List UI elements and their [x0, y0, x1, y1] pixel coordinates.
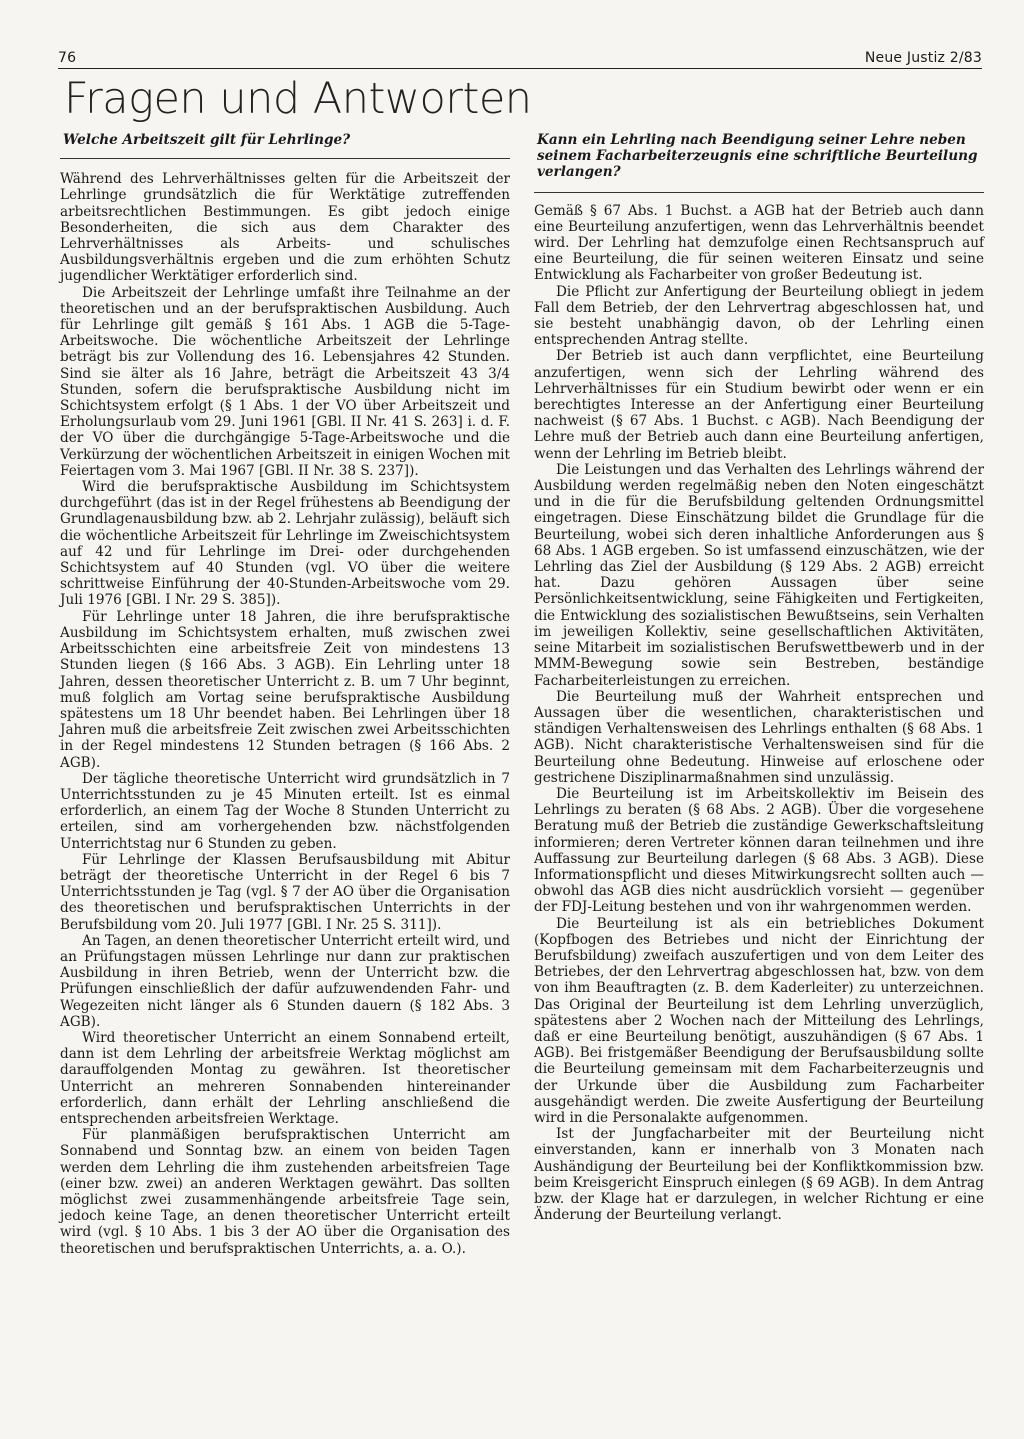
question-rule-right: [534, 192, 984, 193]
paragraph: Die Arbeitszeit der Lehrlinge umfaßt ihre Teilnahme an der theoretischen und an der berufspraktischen Ausbildung. Auch für Lehrlinge gilt gemäß § 161 Abs. 1 AGB die 5-Tage-Arbeitswoche. Die wöchentliche Arbeitszeit der Lehrlinge beträgt bis zur Vollendung des 16. Lebensjahres 42 Stunden. Sind sie älter als 16 Jahre, beträgt die Arbeitszeit 43 3/4 Stunden, sofern die berufspraktische Ausbildung nicht im Schichtsystem erfolgt (§ 1 Abs. 1 der VO über Arbeitszeit und Erholungsurlaub vom 29. Juni 1961 [GBl. II Nr. 41 S. 263] i. d. F. der VO über die durchgängige 5-Tage-Arbeitswoche und die Verkürzung der wöchentlichen Arbeitszeit in einigen Wochen mit Feiertagen vom 3. Mai 1967 [GBl. II Nr. 38 S. 237]).: [60, 284, 510, 479]
paragraph: Für planmäßigen berufspraktischen Unterricht am Sonnabend und Sonntag bzw. an einem von beiden Tagen werden dem Lehrling die ihm zustehenden arbeitsfreien Tage (einer bzw. zwei) an anderen Werktagen gewährt. Das sollten möglichst zwei zusammenhängende arbeitsfreie Tage sein, jedoch keine Tage, an denen theoretischer Unterricht erteilt wird (vgl. § 10 Abs. 1 bis 3 der AO über die Organisation des theoretischen und berufspraktischen Unterrichts, a. a. O.).: [60, 1127, 510, 1257]
journal-issue: Neue Justiz 2/83: [864, 50, 982, 66]
paragraph: Für Lehrlinge unter 18 Jahren, die ihre berufspraktische Ausbildung im Schichtsystem erhalten, muß zwischen zwei Arbeitsschichten eine arbeitsfreie Zeit von mindestens 13 Stunden liegen (§ 166 Abs. 3 AGB). Ein Lehrling unter 18 Jahren, dessen theoretischer Unterricht z. B. um 7 Uhr beginnt, muß folglich am Vortag seine berufspraktische Ausbildung spätestens um 18 Uhr beendet haben. Bei Lehrlingen über 18 Jahren muß die arbeitsfreie Zeit zwischen zwei Arbeitsschichten in der Regel mindestens 12 Stunden betragen (§ 166 Abs. 2 AGB).: [60, 608, 510, 771]
paragraph: An Tagen, an denen theoretischer Unterricht erteilt wird, und an Prüfungstagen müssen Lehrlinge nur dann zur praktischen Ausbildung in ihren Betrieb, wenn der Unterricht bzw. die Prüfungen einschließlich der dafür aufzuwendenden Fahr- und Wegezeiten nicht länger als 6 Stunden dauern (§ 182 Abs. 3 AGB).: [60, 932, 510, 1030]
paragraph: Der Betrieb ist auch dann verpflichtet, eine Beurteilung anzufertigen, wenn sich der Lehrling während des Lehrverhältnisses für ein Studium bewirbt oder wenn er ein berechtigtes Interesse an der Anfertigung einer Beurteilung nachweist (§ 67 Abs. 1 Buchst. c AGB). Nach Beendigung der Lehre muß der Betrieb auch dann eine Beurteilung anfertigen, wenn der Lehrling im Betrieb bleibt.: [534, 348, 984, 462]
paragraph: Die Beurteilung ist als ein betriebliches Dokument (Kopfbogen des Betriebes und nicht der Einrichtung der Berufsbildung) zweifach auszufertigen und von dem Leiter des Betriebes, der den Lehrvertrag abgeschlossen hat, bzw. von dem von ihm Beauftragten (z. B. dem Kaderleiter) zu unterzeichnen. Das Original der Beurteilung ist dem Lehrling unverzüglich, spätestens aber 2 Wochen nach der Mitteilung des Lehrlings, daß er eine Beurteilung benötigt, auszuhändigen (§ 67 Abs. 1 AGB). Bei fristgemäßer Beendigung der Berufsausbildung sollte die Beurteilung gemeinsam mit dem Facharbeiterzeugnis und der Urkunde über die Ausbildung zum Facharbeiter ausgehändigt werden. Die zweite Ausfertigung der Beurteilung wird in die Personalakte aufgenommen.: [534, 915, 984, 1126]
paragraph: Während des Lehrverhältnisses gelten für die Arbeitszeit der Lehrlinge grundsätzlich die für Werktätige zutreffenden arbeitsrechtlichen Bestimmungen. Es gibt jedoch einige Besonderheiten, die sich aus dem Charakter des Lehrverhältnisses als Arbeits- und schulisches Ausbildungsverhältnis ergeben und die zum erhöhten Schutz jugendlicher Werktätiger erforderlich sind.: [60, 171, 510, 285]
paragraph: Wird die berufspraktische Ausbildung im Schichtsystem durchgeführt (das ist in der Regel frühestens ab Beendigung der Grundlagenausbildung bzw. ab 2. Lehrjahr zulässig), beläuft sich die wöchentliche Arbeitszeit für Lehrlinge im Zweischichtsystem auf 42 und für Lehrlinge im Drei- oder durchgehenden Schichtsystem auf 40 Stunden (vgl. VO über die weitere schrittweise Einführung der 40-Stunden-Arbeitswoche vom 29. Juli 1976 [GBl. I Nr. 29 S. 385]).: [60, 479, 510, 609]
paragraph: Für Lehrlinge der Klassen Berufsausbildung mit Abitur beträgt der theoretische Unterricht in der Regel 6 bis 7 Unterrichtsstunden je Tag (vgl. § 7 der AO über die Organisation des theoretischen und berufspraktischen Unterrichts in der Berufsbildung vom 20. Juli 1977 [GBl. I Nr. 25 S. 311]).: [60, 851, 510, 933]
paragraph: Gemäß § 67 Abs. 1 Buchst. a AGB hat der Betrieb auch dann eine Beurteilung anzufertigen, wenn das Lehrverhältnis beendet wird. Der Lehrling hat demzufolge einen Rechtsanspruch auf eine Beurteilung, die für seinen weiteren Einsatz und seine Entwicklung als Facharbeiter von großer Bedeutung ist.: [534, 202, 984, 284]
question-right: Kann ein Lehrling nach Beendigung seiner Lehre neben seinem Facharbeiterzeugnis eine schriftliche Beurteilung verlangen?: [537, 132, 978, 181]
paragraph: Die Pflicht zur Anfertigung der Beurteilung obliegt in jedem Fall dem Betrieb, der den Lehrvertrag abgeschlossen hat, und sie besteht unabhängig davon, ob der Lehrling einen entsprechenden Antrag stellte.: [534, 283, 984, 349]
question-left: Welche Arbeitszeit gilt für Lehrlinge?: [63, 132, 351, 148]
right-column: [534, 132, 984, 1223]
paragraph: Die Leistungen und das Verhalten des Lehrlings während der Ausbildung werden regelmäßig neben den Noten eingeschätzt und in die für die Berufsbildung geltenden Ordnungsmittel eingetragen. Diese Einschätzung bildet die Grundlage für die Beurteilung, wobei sich deren inhaltliche Anforderungen aus § 68 Abs. 1 AGB ergeben. So ist umfassend einzuschätzen, wie der Lehrling das Ziel der Ausbildung (§ 129 Abs. 2 AGB) erreicht hat. Dazu gehören Aussagen über seine Persönlichkeitsentwicklung, seine Fähigkeiten und Fertigkeiten, die Entwicklung des sozialistischen Bewußtseins, sein Verhalten im jeweiligen Kollektiv, seine gesellschaftlichen Aktivitäten, seine Mitarbeit im sozialistischen Berufswettbewerb und in der MMM-Bewegung sowie sein Bestreben, beständige Facharbeiterleistungen zu erreichen.: [534, 461, 984, 689]
header-rule: [58, 68, 982, 69]
paragraph: Wird theoretischer Unterricht an einem Sonnabend erteilt, dann ist dem Lehrling der arbeitsfreie Werktag möglichst am darauffolgenden Montag zu gewähren. Ist theoretischer Unterricht an mehreren Sonnabenden hintereinander erforderlich, dann erhält der Lehrling anschließend die entsprechenden arbeitsfreien Werktage.: [60, 1029, 510, 1127]
paragraph: Der tägliche theoretische Unterricht wird grundsätzlich in 7 Unterrichtsstunden zu je 45 Minuten erteilt. Ist es einmal erforderlich, an einem Tag der Woche 8 Stunden Unterricht zu erteilen, sind am vorhergehenden bzw. nächstfolgenden Unterrichtstag nur 6 Stunden zu geben.: [60, 770, 510, 852]
paragraph: Die Beurteilung muß der Wahrheit entsprechen und Aussagen über die wesentlichen, charakteristischen und ständigen Verhaltensweisen des Lehrlings enthalten (§ 68 Abs. 1 AGB). Nicht charakteristische Verhaltensweisen sind für die Beurteilung ohne Bedeutung. Hinweise auf erloschene oder gestrichene Disziplinarmaßnahmen sind unzulässig.: [534, 688, 984, 786]
section-title: Fragen und Antworten: [64, 74, 532, 124]
paragraph: Die Beurteilung ist im Arbeitskollektiv im Beisein des Lehrlings zu beraten (§ 68 Abs. 2 AGB). Über die vorgesehene Beratung muß der Betrieb die zuständige Gewerkschaftsleitung informieren; deren Vertreter können daran teilnehmen und ihre Auffassung zur Beurteilung darlegen (§ 68 Abs. 3 AGB). Diese Informationspflicht und dieses Mitwirkungsrecht sollten auch — obwohl das AGB dies nicht ausdrücklich vorsieht — gegenüber der FDJ-Leitung bestehen und von ihr wahrgenommen werden.: [534, 785, 984, 916]
left-column: [60, 132, 510, 1257]
question-rule-left: [60, 158, 510, 159]
page-number: 76: [58, 50, 77, 66]
paragraph: Ist der Jungfacharbeiter mit der Beurteilung nicht einverstanden, kann er innerhalb von 3 Monaten nach Aushändigung der Beurteilung bei der Konfliktkommission bzw. beim Kreisgericht Einspruch einlegen (§ 69 AGB). In dem Antrag bzw. der Klage hat er darzulegen, in welcher Richtung er eine Änderung der Beurteilung verlangt.: [534, 1126, 984, 1224]
page-header: [58, 44, 982, 66]
